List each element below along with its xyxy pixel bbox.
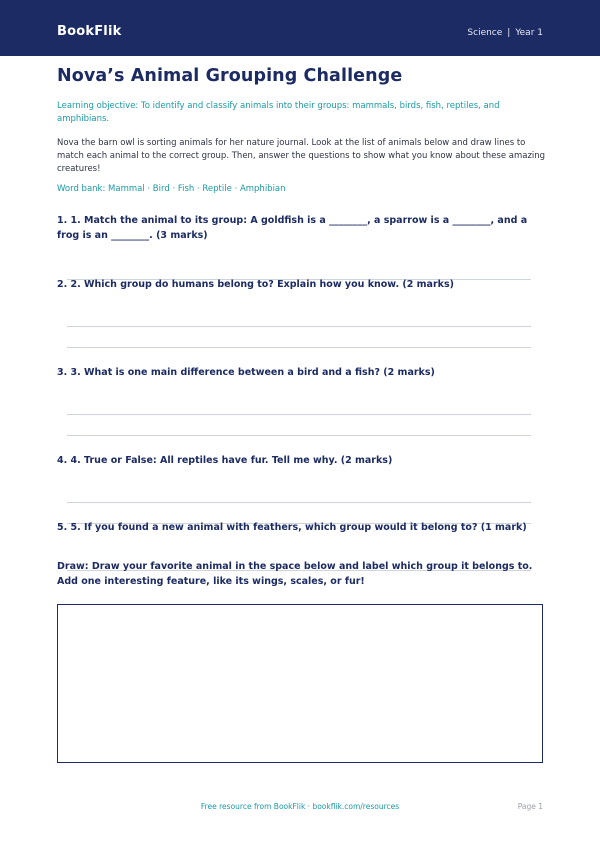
page-header [0,0,600,56]
header-meta [467,28,543,38]
answer-line[interactable] [67,347,531,348]
question-5: 5. 5. If you found a new animal with feathers, which group would it belong to? (1 mark) [57,522,527,533]
learning-objective: Learning objective: To identify and classify animals into their groups: mammals, birds, fish, reptiles, and amphibians. [57,101,500,124]
question-4: 4. 4. True or False: All reptiles have fur. Tell me why. (2 marks) [57,455,393,466]
question-3: 3. 3. What is one main difference between a bird and a fish? (2 marks) [57,367,435,378]
question-1: 1. 1. Match the animal to its group: A goldfish is a ________, a sparrow is a ________, and a frog is an ________. (3 marks) [57,215,528,241]
page-number: Page 1 [517,802,543,811]
subject-label: Science [467,28,503,38]
answer-line[interactable] [67,414,531,415]
answer-line[interactable] [67,435,531,436]
brand-logo: BookFlik [57,24,122,39]
header-separator: | [507,28,511,38]
word-bank: Word bank: Mammal · Bird · Fish · Reptile · Amphibian [57,184,286,194]
year-label: Year 1 [515,28,543,38]
intro-text: Nova the barn owl is sorting animals for her nature journal. Look at the list of animals below and draw lines to match each animal to the correct group. Then, answer the questions to show what you know about these amazing creatures! [57,138,546,174]
drawing-area[interactable] [57,604,543,763]
footer-credit: Free resource from BookFlik · bookflik.com/resources [200,802,400,811]
answer-line[interactable] [67,326,531,327]
page-title: Nova’s Animal Grouping Challenge [57,66,403,86]
answer-line[interactable] [67,502,531,503]
draw-task: Draw: Draw your favorite animal in the space below and label which group it belongs to. Add one interesting feature, like its wings, scales, or fur! [57,561,533,587]
question-2: 2. 2. Which group do humans belong to? Explain how you know. (2 marks) [57,279,454,290]
